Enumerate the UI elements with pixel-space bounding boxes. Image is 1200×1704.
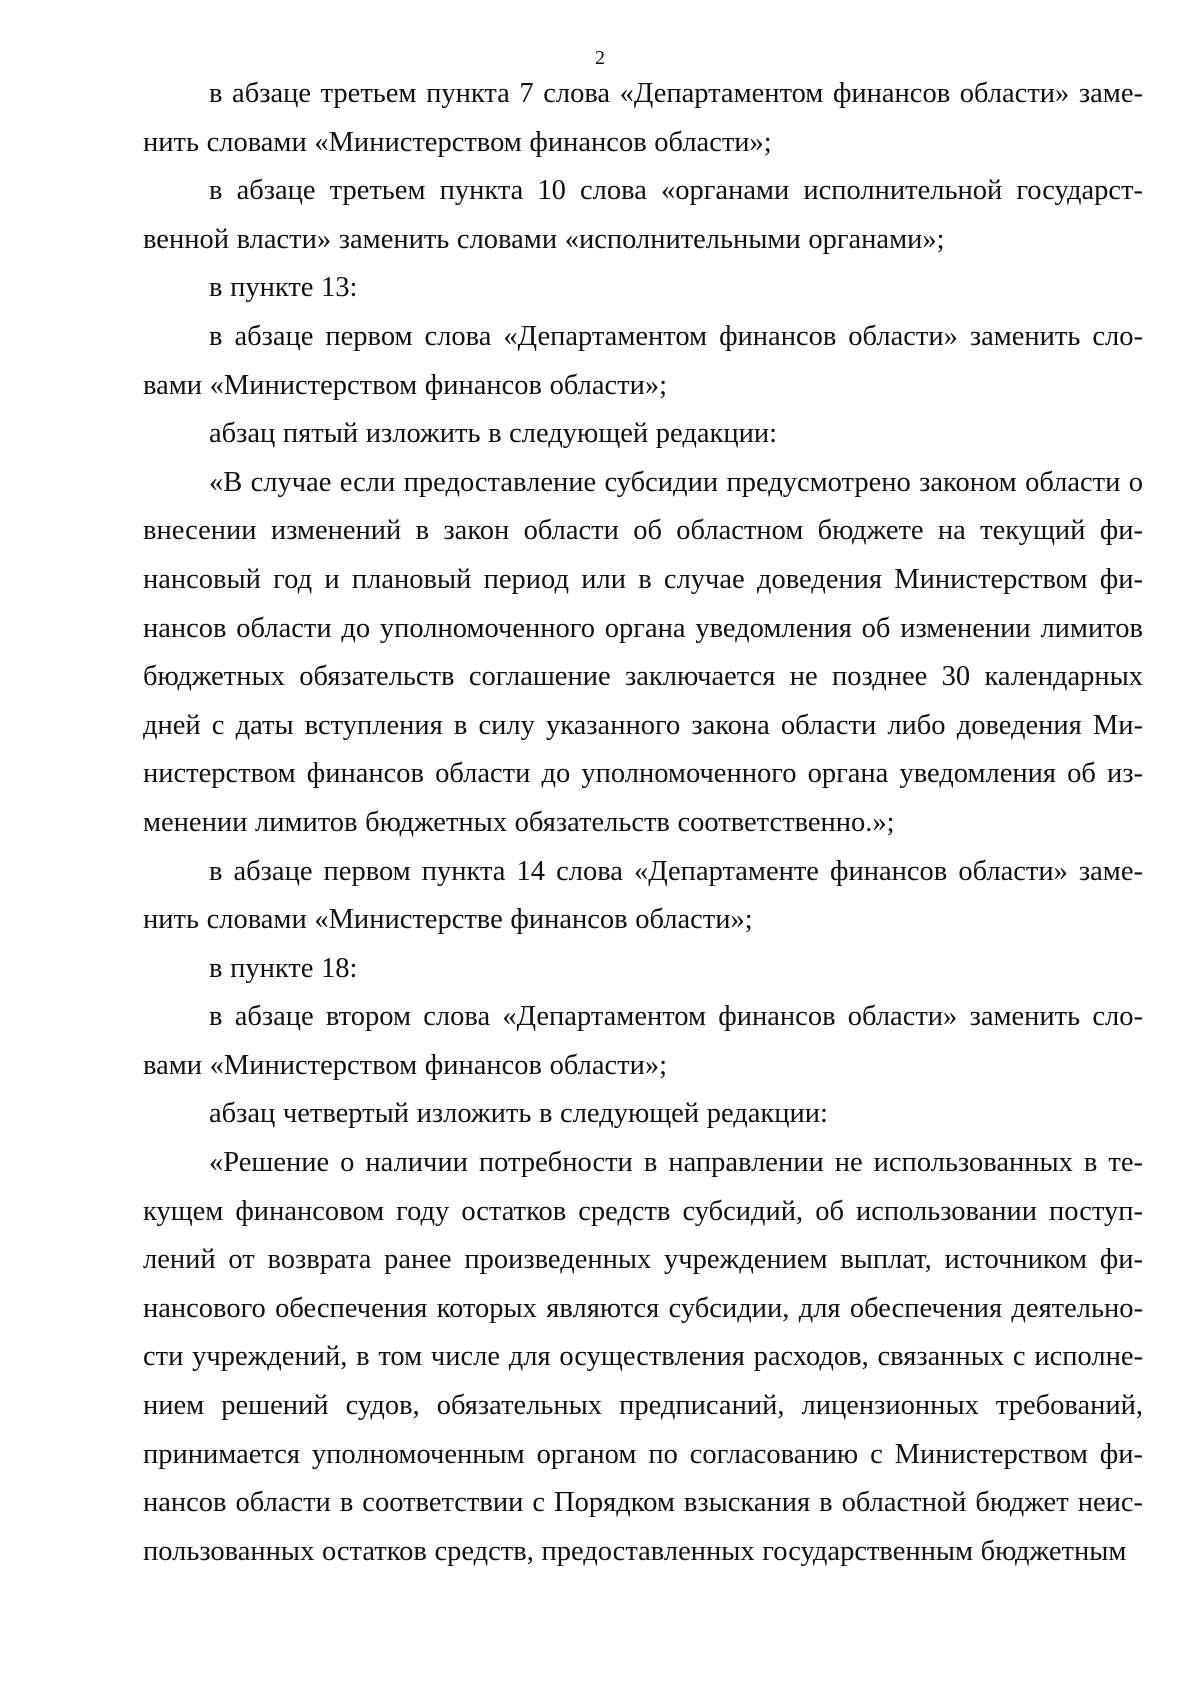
- paragraph-6: «В случае если предоставление субсидии предусмотрено законом области о внесении изменений в закон области об областном бюджете на текущий финансовый год и плановый период или в случае доведения Министерством финансов области до уполномоченного органа уведомления об изменении лимитов бюджетных обязательств соглашение заключается не позднее 30 календарных дней с даты вступления в силу указанного закона области либо доведения Министерством финансов области до уполномоченного органа уведомления об изменении лимитов бюджетных обязательств соответственно.»;: [143, 466, 1143, 838]
- paragraph-7: в абзаце первом пункта 14 слова «Департаменте финансов области» заменить словами «Министерстве финансов области»;: [143, 855, 1143, 936]
- page-number: 2: [595, 47, 605, 69]
- document-body: [143, 70, 1143, 1576]
- paragraph-4: в абзаце первом слова «Департаментом финансов области» заменить словами «Министерством финансов области»;: [143, 320, 1143, 401]
- paragraph-11: «Решение о наличии потребности в направлении не использованных в текущем финансовом году остатков средств субсидий, об использовании поступлений от возврата ранее произведенных учреждением выплат, источником финансового обеспечения которых являются субсидии, для обеспечения деятельности учреждений, в том числе для осуществления расходов, связанных с исполнением решений судов, обязательных предписаний, лицензионных требований, принимается уполномоченным органом по согласованию с Министерством финансов области в соответствии с Порядком взыскания в областной бюджет неиспользованных остатков средств, предоставленных государственным бюджетным: [143, 1147, 1143, 1567]
- paragraph-8: в пункте 18:: [209, 952, 358, 984]
- paragraph-3: в пункте 13:: [209, 272, 358, 304]
- paragraph-10: абзац четвертый изложить в следующей редакции:: [209, 1098, 828, 1130]
- paragraph-2: в абзаце третьем пункта 10 слова «органами исполнительной государственной власти» заменить словами «исполнительными органами»;: [143, 175, 1143, 255]
- paragraph-5: абзац пятый изложить в следующей редакции:: [209, 418, 778, 450]
- paragraph-9: в абзаце втором слова «Департаментом финансов области» заменить словами «Министерством финансов области»;: [143, 1001, 1143, 1081]
- paragraph-1: в абзаце третьем пункта 7 слова «Департаментом финансов области» заменить словами «Министерством финансов области»;: [143, 78, 1143, 158]
